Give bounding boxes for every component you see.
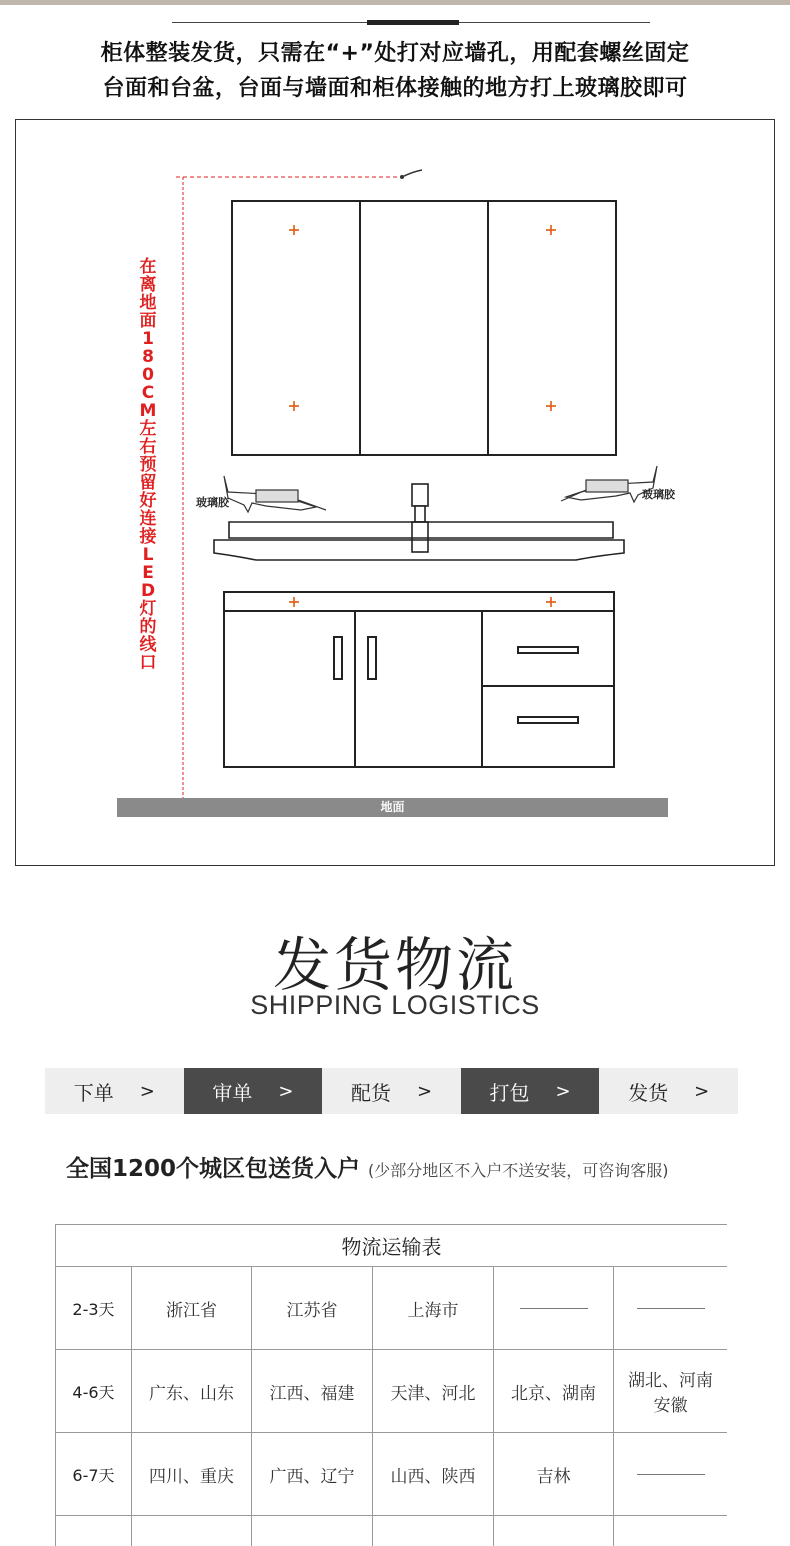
- faucet-icon: [412, 484, 428, 552]
- install-instructions-line-2: 台面和台盆，台面与墙面和柜体接触的地方打上玻璃胶即可: [102, 76, 688, 101]
- empty-dash: [520, 1308, 588, 1309]
- step-packing: 打包 >: [461, 1068, 600, 1114]
- step-order: 下单 >: [45, 1068, 184, 1114]
- table-row: [56, 1516, 728, 1546]
- table-row: 6-7天 四川、重庆 广西、辽宁 山西、陕西 吉林: [56, 1433, 728, 1516]
- glue-label-right: 玻璃胶: [642, 488, 675, 501]
- top-image-strip: [0, 0, 790, 5]
- mount-points-lower: [289, 597, 556, 607]
- table-row: 2-3天 浙江省 江苏省 上海市: [56, 1267, 728, 1350]
- glue-gun-left-icon: [224, 476, 326, 512]
- table-row: 4-6天 广东、山东 江西、福建 天津、河北 北京、湖南 湖北、河南安徽: [56, 1350, 728, 1433]
- step-review: 审单 >: [184, 1068, 323, 1114]
- mount-points-upper: [289, 225, 556, 411]
- shipping-subtitle: SHIPPING LOGISTICS: [250, 990, 540, 1020]
- step-dispatch: 发货 >: [599, 1068, 738, 1114]
- coverage-note: (少部分地区不入户不送安装，可咨询客服): [368, 1161, 669, 1180]
- led-wire-height-note: 在离地面180CM左右预留好连接LED灯的线口: [139, 257, 157, 673]
- table-title: 物流运输表: [56, 1225, 728, 1267]
- logistics-table: [55, 1224, 727, 1546]
- install-instructions-line-1: 柜体整装发货，只需在“+”处打对应墙孔，用配套螺丝固定: [100, 41, 690, 66]
- mirror-cabinet: [232, 201, 616, 455]
- header-divider-accent: [367, 20, 459, 25]
- shipping-steps: [45, 1068, 738, 1114]
- step-picking: 配货 >: [322, 1068, 461, 1114]
- coverage-statement: 全国1200个城区包送货入户 (少部分地区不入户不送安装，可咨询客服): [66, 1156, 669, 1182]
- wire-icon: [402, 170, 422, 177]
- empty-dash: [637, 1474, 705, 1475]
- vanity-cabinet: [224, 592, 614, 767]
- shipping-title: 发货物流: [272, 931, 517, 999]
- glue-label-left: 玻璃胶: [196, 496, 229, 509]
- installation-diagram: [15, 119, 775, 866]
- empty-dash: [637, 1308, 705, 1309]
- floor-label: 地面: [117, 798, 668, 817]
